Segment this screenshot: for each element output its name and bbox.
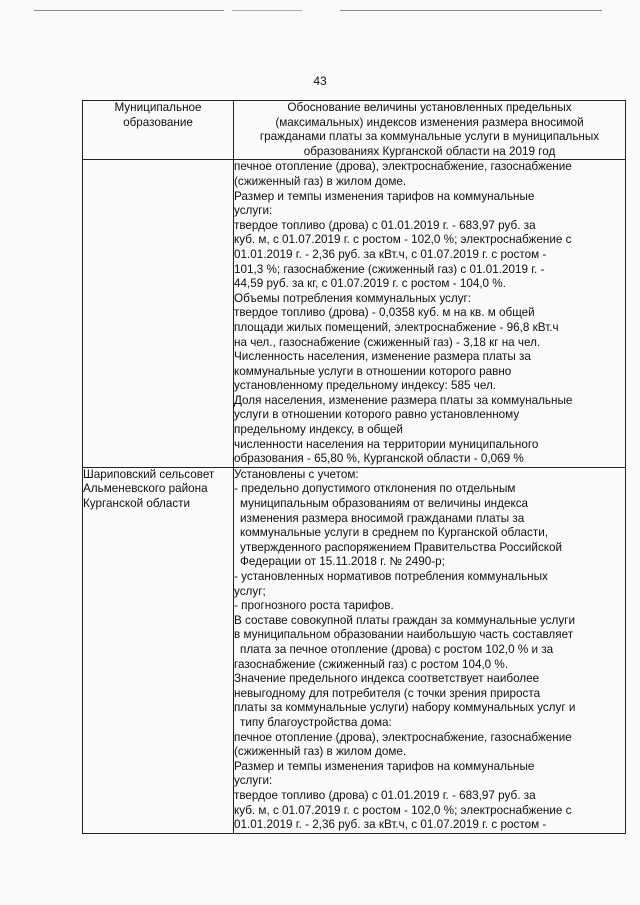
text-line: твердое топливо (дрова) с 01.01.2019 г. - 683,97 руб. за [234,788,536,802]
text-line: образования - 65,80 %, Курганской области - 0,069 % [234,452,524,466]
text-line: 101,3 %; газоснабжение (сжиженный газ) с 01.01.2019 г. - [234,262,545,276]
text-line: установленному предельному индексу: 585 чел. [234,379,497,393]
text-line: 44,59 руб. за кг, с 01.07.2019 г. с ростом - 104,0 %. [234,277,506,291]
top-rule [340,10,602,11]
text-line: Доля населения, изменение размера платы за коммунальные [234,393,573,407]
justification-cell [234,160,626,467]
header-text: образование [123,115,193,129]
text-line: в муниципальном образовании наибольшую часть составляет [234,628,574,642]
text-line: печное отопление (дрова), электроснабжение, газоснабжение [234,160,572,174]
header-text: гражданами платы за коммунальные услуги в муниципальных [259,130,600,144]
text-line: газоснабжение (сжиженный газ) с ростом 104,0 %. [234,657,509,671]
text-line: услуги: [234,774,273,788]
text-line: Установлены с учетом: [234,467,359,481]
text-line: на чел., газоснабжение (сжиженный газ) - 3,18 кг на чел. [234,335,541,349]
text-line: (сжиженный газ) в жилом доме. [234,745,407,759]
municipality-name-line: Альменевского района [83,482,208,496]
table-header-row [83,101,626,160]
table-row [83,467,626,833]
text-line: услуги: [234,204,273,218]
text-line: коммунальные услуги в среднем по Курганской области, [240,526,548,540]
text-line: площади жилых помещений, электроснабжение - 96,8 кВт.ч [234,320,559,334]
text-line: Размер и темпы изменения тарифов на коммунальные [234,759,535,773]
top-rule [232,10,302,11]
text-line: услуг; [234,584,266,598]
text-line: невыгодному для потребителя (с точки зрения прироста [234,686,541,700]
text-line: - установленных нормативов потребления коммунальных [234,570,548,583]
text-line: Размер и темпы изменения тарифов на коммунальные [234,189,535,203]
header-text: (максимальных) индексов изменения размера вносимой [275,115,584,129]
header-justification [234,101,626,160]
header-municipality [83,101,234,160]
text-line: коммунальные услуги в отношении которого равно [234,364,512,378]
text-line: численности населения на территории муниципального [234,437,539,451]
text-line: Численность населения, изменение размера платы за [234,350,531,364]
municipality-name-line: Шариповский сельсовет [83,467,215,481]
header-text: образованиях Курганской области на 2019 год [303,144,556,158]
text-line: изменения размера вносимой гражданами платы за [240,511,525,525]
municipality-cell [83,160,234,467]
municipality-name-line: Курганской области [83,497,191,511]
text-line: твердое топливо (дрова) - 0,0358 куб. м на кв. м общей [234,306,535,320]
justification-cell [234,467,626,833]
text-line: Федерации от 15.11.2018 г. № 2490-р; [240,555,445,569]
text-line: типу благоустройства дома: [240,715,392,729]
text-line: твердое топливо (дрова) с 01.01.2019 г. - 683,97 руб. за [234,218,536,232]
top-rule [34,10,224,11]
tariff-table [82,100,626,834]
text-line: - предельно допустимого отклонения по отдельным [234,482,516,496]
text-line: платы за коммунальные услуги) набору коммунальных услуг и [234,701,576,715]
text-line: В составе совокупной платы граждан за коммунальные услуги [234,613,575,627]
text-line: услуги в отношении которого равно установленному [234,408,520,422]
header-text: Муниципальное [114,101,202,114]
text-line: предельному индексу, в общей [234,423,403,437]
text-line: 01.01.2019 г. - 2,36 руб. за кВт.ч, с 01.07.2019 г. с ростом - [234,818,547,832]
text-line: утвержденного распоряжением Правительства Российской [240,540,563,554]
text-line: куб. м, с 01.07.2019 г. с ростом - 102,0 %; электроснабжение с [234,233,572,247]
text-line: Объемы потребления коммунальных услуг: [234,291,472,305]
header-text: Обоснование величины установленных предельных [287,101,572,114]
text-line: муниципальным образованиям от величины индекса [240,497,529,511]
text-line: 01.01.2019 г. - 2,36 руб. за кВт.ч, с 01.07.2019 г. с ростом - [234,247,547,261]
text-line: плата за печное отопление (дрова) с ростом 102,0 % и за [240,642,554,656]
text-line: печное отопление (дрова), электроснабжение, газоснабжение [234,730,572,744]
page-number: 43 [313,74,327,88]
text-line: (сжиженный газ) в жилом доме. [234,174,407,188]
text-line: - прогнозного роста тарифов. [234,599,394,613]
municipality-cell [83,467,234,833]
text-line: куб. м, с 01.07.2019 г. с ростом - 102,0 %; электроснабжение с [234,803,572,817]
table-row [83,160,626,467]
text-line: Значение предельного индекса соответствует наиболее [234,672,540,686]
